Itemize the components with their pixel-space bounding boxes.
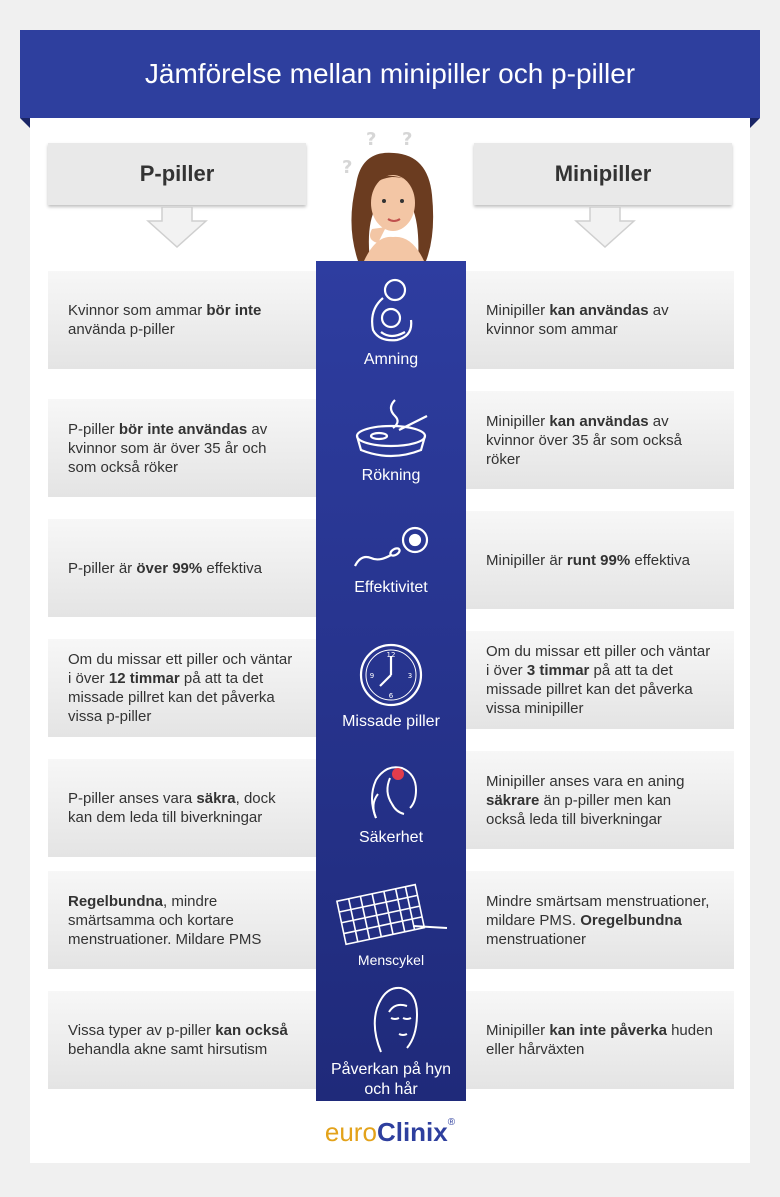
cell-text: Mindre smärtsam menstruationer, mildare PMS. Oregelbundna menstruationer [486,892,710,948]
svg-text:12: 12 [386,651,396,659]
column-header-label: Minipiller [554,161,652,186]
banner-fold-left [20,118,30,128]
category-missade-piller [316,642,466,732]
logo-part-clinix: Clinix [376,1117,448,1147]
category-label: Säkerhet [358,829,424,846]
row-menscykel-p-piller [48,871,316,969]
category-label: Rökning [361,467,421,484]
title-banner [20,30,760,118]
svg-text:9: 9 [369,672,375,680]
category-label: Menscykel [357,952,425,968]
cell-text: Regelbundna, mindre smärtsamma och kortare menstruationer. Mildare PMS [68,892,262,948]
svg-text:6: 6 [388,692,394,700]
cell-text: P-piller bör inte användas av kvinnor som är över 35 år och som också röker [68,420,268,476]
cell-text: Om du missar ett piller och väntar i över 3 timmar på att ta det missade pillret kan det påverka vissa minipiller [486,643,711,717]
cell-text: Minipiller kan användas av kvinnor över 35 år som också röker [486,412,682,468]
banner-fold-right [750,118,760,128]
row-menscykel-minipiller [466,871,734,969]
breastfeeding-icon [361,276,421,346]
face-icon [361,982,421,1056]
cell-text: Minipiller kan inte påverka huden eller hårväxten [486,1022,713,1058]
cell-text: Minipiller kan användas av kvinnor som ammar [486,302,669,338]
cell-text: Kvinnor som ammar bör inte använda p-piller [68,302,262,338]
cell-text: P-piller anses vara säkra, dock kan dem leda till biverkningar [68,790,276,826]
cell-text: Om du missar ett piller och väntar i över 12 timmar på att ta det missade pillret kan det påverka vissa p-piller [68,651,293,725]
ashtray-icon [351,396,431,462]
row-sakerhet-minipiller [466,751,734,849]
cell-text: Minipiller anses vara en aning säkrare än p-piller men kan också leda till biverkningar [486,772,685,828]
row-effektivitet-p-piller [48,519,316,617]
page-title: Jämförelse mellan minipiller och p-piller [144,58,636,89]
arrow-down-icon [574,207,636,249]
clock-icon [358,642,424,708]
calendar-icon [333,880,449,946]
arrow-down-icon [146,207,208,249]
category-menscykel [316,880,466,970]
thinking-woman-illustration [336,125,446,265]
category-rokning [316,396,466,486]
row-rokning-p-piller [48,399,316,497]
row-effektivitet-minipiller [466,511,734,609]
cell-text: P-piller är över 99% effektiva [68,559,262,577]
question-mark-icon: ? [402,129,413,150]
row-missade-minipiller [466,631,734,729]
category-effektivitet [316,524,466,598]
column-header-p-piller [48,143,306,205]
headache-icon [356,758,426,824]
row-sakerhet-p-piller [48,759,316,857]
row-missade-p-piller [48,639,316,737]
logo-part-euro: euro [324,1117,377,1147]
category-label: Amning [363,351,419,368]
row-paverkan-minipiller [466,991,734,1089]
category-label: Effektivitet [354,579,428,596]
row-rokning-minipiller [466,391,734,489]
row-paverkan-p-piller [48,991,316,1089]
category-label: Missade piller [342,713,440,730]
row-amning-p-piller [48,271,316,369]
column-header-minipiller [474,143,732,205]
question-mark-icon: ? [366,129,377,150]
sperm-egg-icon [351,524,431,574]
question-mark-icon: ? [342,157,353,178]
svg-text:3: 3 [407,672,413,680]
euroclinix-logo [0,1117,780,1148]
category-paverkan [316,982,466,1100]
cell-text: Vissa typer av p-piller kan också behandla akne samt hirsutism [68,1022,288,1058]
row-amning-minipiller [466,271,734,369]
category-sakerhet [316,758,466,848]
category-label: Påverkan på hyn och hår [330,1061,452,1098]
registered-mark: ® [447,1117,456,1128]
category-amning [316,276,466,370]
column-header-label: P-piller [139,161,215,186]
cell-text: Minipiller är runt 99% effektiva [486,551,690,569]
